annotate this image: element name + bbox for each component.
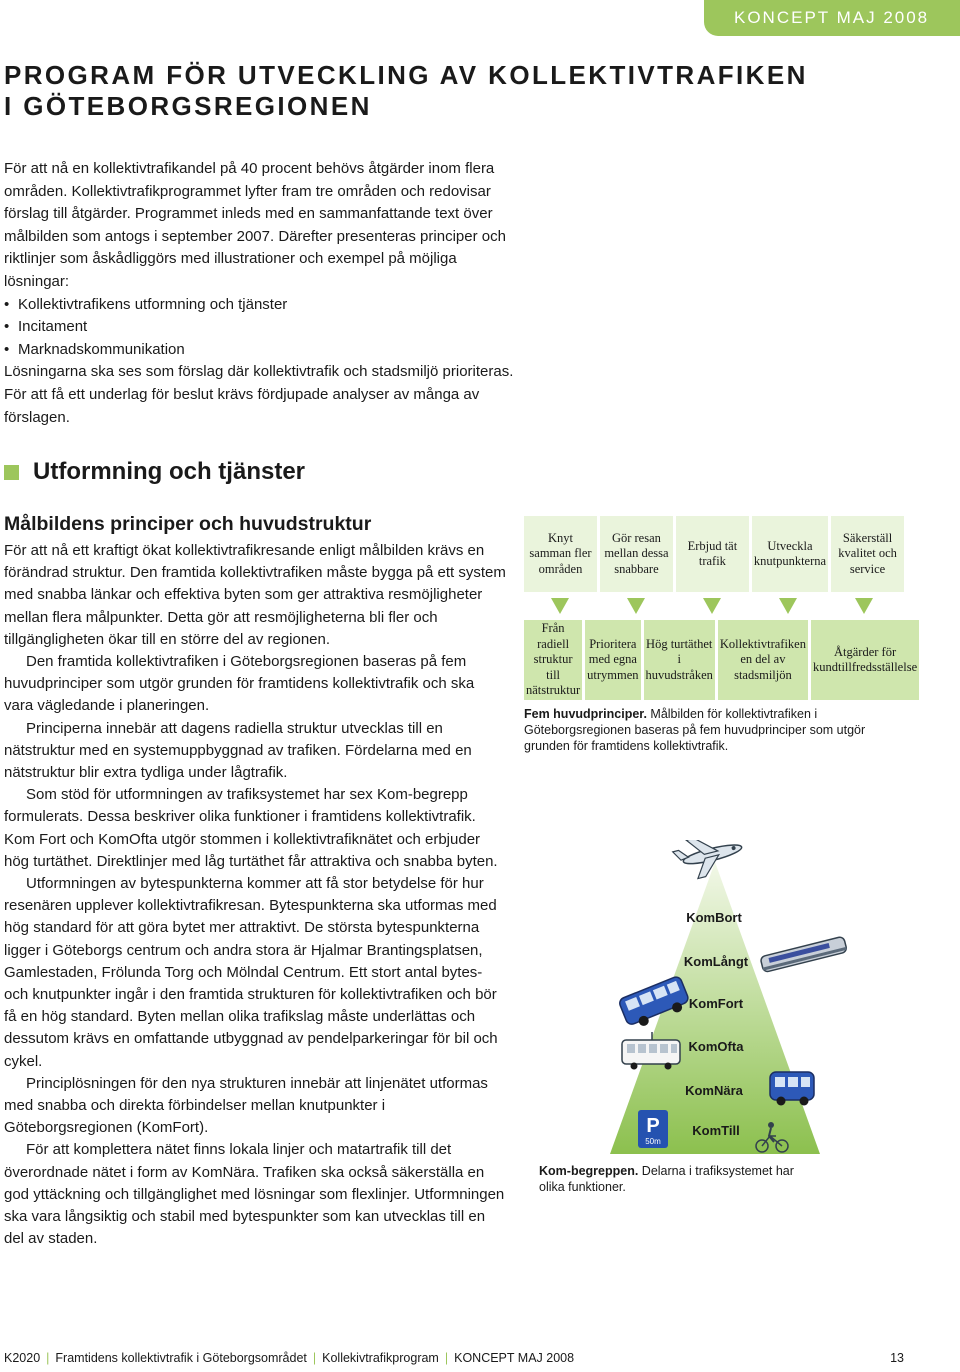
bullet-item: • Kollektivtrafikens utformning och tjänster: [4, 294, 514, 317]
pyramid-level-komlangt: KomLångt: [683, 954, 749, 969]
intro-paragraph: För att nå en kollektivtrafikandel på 40 procent behövs åtgärder inom flera områden. Kollektivtrafikprogrammet lyfter fram tre områden och redovisar förslag till åtgärder. Programmet inleds med en sammanfattande text över målbilden som antogs i september 2007. Därefter presenteras principer och riktlinjer som åskådliggörs med illustrationer och exempel på möjliga lösningar:: [4, 160, 506, 290]
section-title: Utformning och tjänster: [33, 458, 306, 485]
title-line-2: I GÖTEBORGSREGIONEN: [4, 91, 372, 121]
concept-tab: [704, 0, 960, 36]
principle-goal: Gör resan mellan dessa snabbare: [600, 516, 673, 592]
principles-caption: [524, 707, 904, 754]
bullet-item: • Incitament: [4, 316, 514, 339]
caption-text: Delarna i trafiksystemet har olika funktioner.: [539, 1164, 794, 1194]
title-line-1: PROGRAM FÖR UTVECKLING AV KOLLEKTIVTRAFIKEN: [4, 60, 808, 90]
footer-part: Framtidens kollektivtrafik i Göteborgsområdet: [55, 1351, 307, 1365]
parking-distance: 50m: [645, 1137, 661, 1146]
body-paragraph: Som stöd för utformningen av trafiksystemet har sex Kom-begrepp formulerats. Dessa beskriver olika funktioner i framtidens kollektivtrafik. Kom Fort och KomOfta utgör stommen i kollektivtrafiknätet och erbjuder hög turtäthet. Direktlinjer med låg turtäthet får attraktiva och snabba byten.: [4, 786, 498, 870]
principle-action: Hög turtäthet i huvudstråken: [644, 620, 715, 700]
airplane-icon: [671, 840, 747, 883]
principle-goal: Knyt samman fler områden: [524, 516, 597, 592]
parking-letter: P: [646, 1115, 660, 1137]
body-paragraph: Den framtida kollektivtrafiken i Göteborgsregionen baseras på fem huvudprinciper som utgör grunden för framtidens kollektivtrafik och ska vara vägledande i planeringen.: [4, 653, 475, 715]
principles-goal-row: [524, 516, 904, 592]
footer-breadcrumb: K2020 | Framtidens kollektivtrafik i Göteborgsområdet | Kollekivtrafikprogram | KONCEPT MAJ 2008: [4, 1351, 575, 1365]
footer-part: Kollekivtrafikprogram: [322, 1351, 439, 1365]
minibus-icon: [770, 1072, 814, 1106]
arrow-down-icon: [779, 598, 797, 614]
train-icon: [760, 936, 847, 972]
pyramid-level-kombort: KomBort: [686, 910, 742, 925]
arrow-down-icon: [627, 598, 645, 614]
pyramid-level-komtill: KomTill: [692, 1123, 740, 1138]
principle-goal: Säkerställ kvalitet och service: [831, 516, 904, 592]
principle-action: Från radiell struktur till nätstruktur: [524, 620, 582, 700]
footer-part: KONCEPT MAJ 2008: [454, 1351, 575, 1365]
page-footer: [4, 1351, 904, 1365]
arrow-down-icon: [703, 598, 721, 614]
document-title: [4, 60, 904, 122]
bullet-item: • Marknadskommunikation: [4, 339, 514, 362]
pyramid-caption: [539, 1163, 799, 1195]
page-number: 13: [890, 1351, 904, 1365]
body-paragraph: För att komplettera nätet finns lokala linjer och matartrafik till det överordnade nätet i form av KomNära. Trafiken ska också säkerställa en god yttäckning och tillgänglighet med lösningar som flexlinjer. Utformningen ska vara långsiktig och stabil med bytespunkter som kan utvecklas till en del av staden.: [4, 1141, 505, 1248]
intro-text: [4, 158, 514, 429]
principle-action: Åtgärder för kundtillfredsställelse: [811, 620, 919, 700]
section-heading: [4, 458, 305, 486]
principle-action: Kollektivtrafiken en del av stadsmiljön: [718, 620, 808, 700]
principle-action: Prioritera med egna utrymmen: [585, 620, 640, 700]
principle-goal: Erbjud tät trafik: [676, 516, 749, 592]
caption-bold: Kom-begreppen.: [539, 1164, 639, 1178]
green-square-icon: [4, 465, 19, 480]
body-paragraph: Utformningen av bytespunkterna kommer att få stor betydelse för hur resenären upplever kollektivtrafikresan. Bytespunkterna ska utformas med hög standard för att göra bytet mer attraktivt. De största bytespunkterna ligger i Göteborgs centrum och andra stora är Hjalmar Brantingsplatsen, Gamlestaden, Frölunda Torg och Mölndal Centrum. Ett stort antal bytes- och knutpunkter ingår i den framtida strukturen för kollektivtrafiken och bör få en hög standard. Byten mellan olika trafikslag måste underlättas och dessutom krävs en omfattande utbyggnad av pendelparkeringar för bil och cykel.: [4, 875, 498, 1070]
intro-paragraph: Lösningarna ska ses som förslag där kollektivtrafik och stadsmiljö prioriteras. För att få ett underlag för beslut krävs fördjupade analyser av många av förslagen.: [4, 363, 514, 426]
sub-heading: Målbildens principer och huvudstruktur: [4, 513, 372, 535]
body-paragraph: Principlösningen för den nya strukturen innebär att linjenätet utformas med snabba och direkta förbindelser mellan knutpunkter i Göteborgsregionen (KomFort).: [4, 1074, 488, 1137]
body-text: [4, 540, 506, 1251]
arrow-down-icon: [855, 598, 873, 614]
concept-label: KONCEPT MAJ 2008: [734, 8, 930, 27]
pyramid-level-komfort: KomFort: [688, 996, 744, 1011]
body-paragraph: För att nå ett kraftigt ökat kollektivtrafikresande enligt målbilden krävs en förändrad struktur. Den framtida kollektivtrafiken måste bygga på ett system med snabba länkar och effektiva byten som ger attraktiva resmöjligheter mellan flera målpunkter. Detta gör att resmöjligheterna bli fler och tillgängligheten ökar till en större del av regionen.: [4, 542, 506, 648]
caption-text: Målbilden för kollektivtrafiken i Göteborgsregionen baseras på fem huvudprinciper som utgör grunden för framtidens kollektivtrafik.: [524, 707, 866, 753]
caption-bold: Fem huvudprinciper.: [524, 707, 647, 721]
pyramid-level-komofta: KomOfta: [688, 1039, 744, 1054]
body-paragraph: Principerna innebär att dagens radiella struktur utvecklas till en nätstruktur med en systemuppbyggnad av trafiken. Fördelarna med en nätstruktur blir extra tydliga under lågtrafik.: [4, 719, 472, 782]
kom-pyramid: [610, 840, 910, 1160]
arrow-down-icon: [551, 598, 569, 614]
footer-part: K2020: [4, 1351, 41, 1365]
parking-icon: [638, 1110, 668, 1148]
pyramid-level-komnara: KomNära: [685, 1083, 743, 1098]
principles-diagram: [524, 516, 918, 700]
principle-goal: Utveckla knutpunkterna: [752, 516, 828, 592]
principles-action-row: [524, 620, 918, 700]
